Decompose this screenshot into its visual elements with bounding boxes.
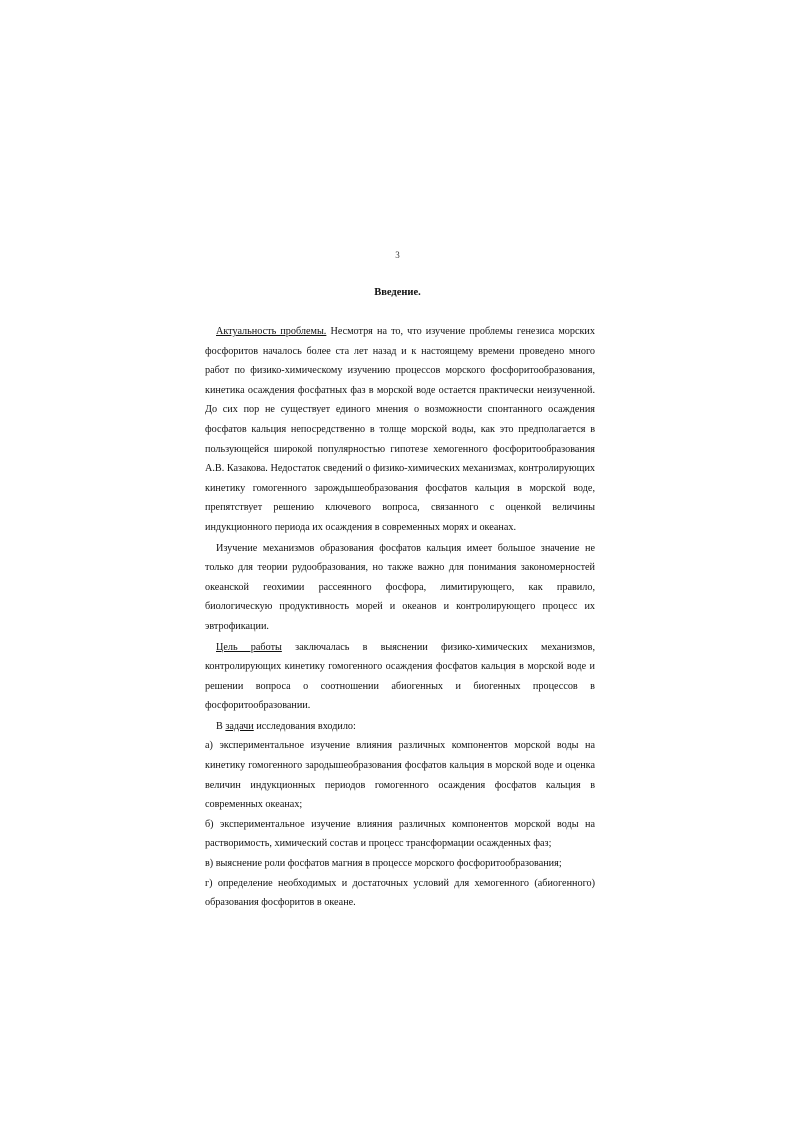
paragraph-tasks bbox=[205, 717, 595, 737]
section-title: Введение. bbox=[374, 287, 421, 298]
task-item-b: б) экспериментальное изучение влияния различных компонентов морской воды на растворимость, химический состав и процесс трансформации осажденных фаз; bbox=[205, 818, 595, 850]
task-item-a: а) экспериментальное изучение влияния различных компонентов морской воды на кинетику гомогенного зародышеобразования фосфатов кальция в морской воде и оценка величин индукционных периодов гомогенного осаждения фосфатов кальция в современных океанах; bbox=[205, 740, 595, 811]
paragraph-relevance bbox=[205, 322, 595, 538]
tasks-text: исследования входило: bbox=[253, 720, 356, 732]
body-text bbox=[205, 322, 595, 913]
goal-text: заключалась в выяснении физико-химических механизмов, контролирующих кинетику гомогенного осаждения фосфатов кальция в морской воде и решении вопроса о соотношении абиогенных и биогенных процессов в фосфоритообразовании. bbox=[205, 641, 595, 712]
relevance-text: Несмотря на то, что изучение проблемы генезиса морских фосфоритов началось более ста лет назад и к настоящему времени проведено много работ по физико-химическому изучению процессов морского фосфоритообразования, кинетика осаждения фосфатных фаз в морской воде остается практически неизученной. До сих пор не существует единого мнения о возможности спонтанного осаждения фосфатов кальция непосредственно в толще морской воды, как это предполагается в пользующейся широкой популярностью гипотезе хемогенного фосфоритообразования А.В. Казакова. Недостаток сведений о физико-химических механизмах, контролирующих кинетику гомогенного зарождышеобразования фосфатов кальция в морской воде, препятствует решению ключевого вопроса, связанного с оценкой величины индукционного периода их осаждения в современных морях и океанах. bbox=[205, 326, 595, 533]
tasks-heading: задачи bbox=[225, 720, 254, 732]
goal-heading: Цель работы bbox=[216, 641, 282, 653]
paragraph-importance: Изучение механизмов образования фосфатов кальция имеет большое значение не только для теории рудообразования, но также важно для понимания закономерностей океанской геохимии рассеянного фосфора, лимитирующего, как правило, биологическую продуктивность морей и океанов и контролирующего процесс их эвтрофикации. bbox=[205, 542, 595, 632]
relevance-heading: Актуальность проблемы. bbox=[216, 326, 327, 337]
page-number: 3 bbox=[395, 250, 400, 260]
tasks-prefix: В bbox=[216, 720, 226, 732]
paragraph-goal bbox=[205, 638, 595, 716]
task-item-c: в) выяснение роли фосфатов магния в процессе морского фосфоритообразования; bbox=[205, 858, 562, 870]
task-item-d: г) определение необходимых и достаточных условий для хемогенного (абиогенного) образования фосфоритов в океане. bbox=[205, 877, 595, 909]
